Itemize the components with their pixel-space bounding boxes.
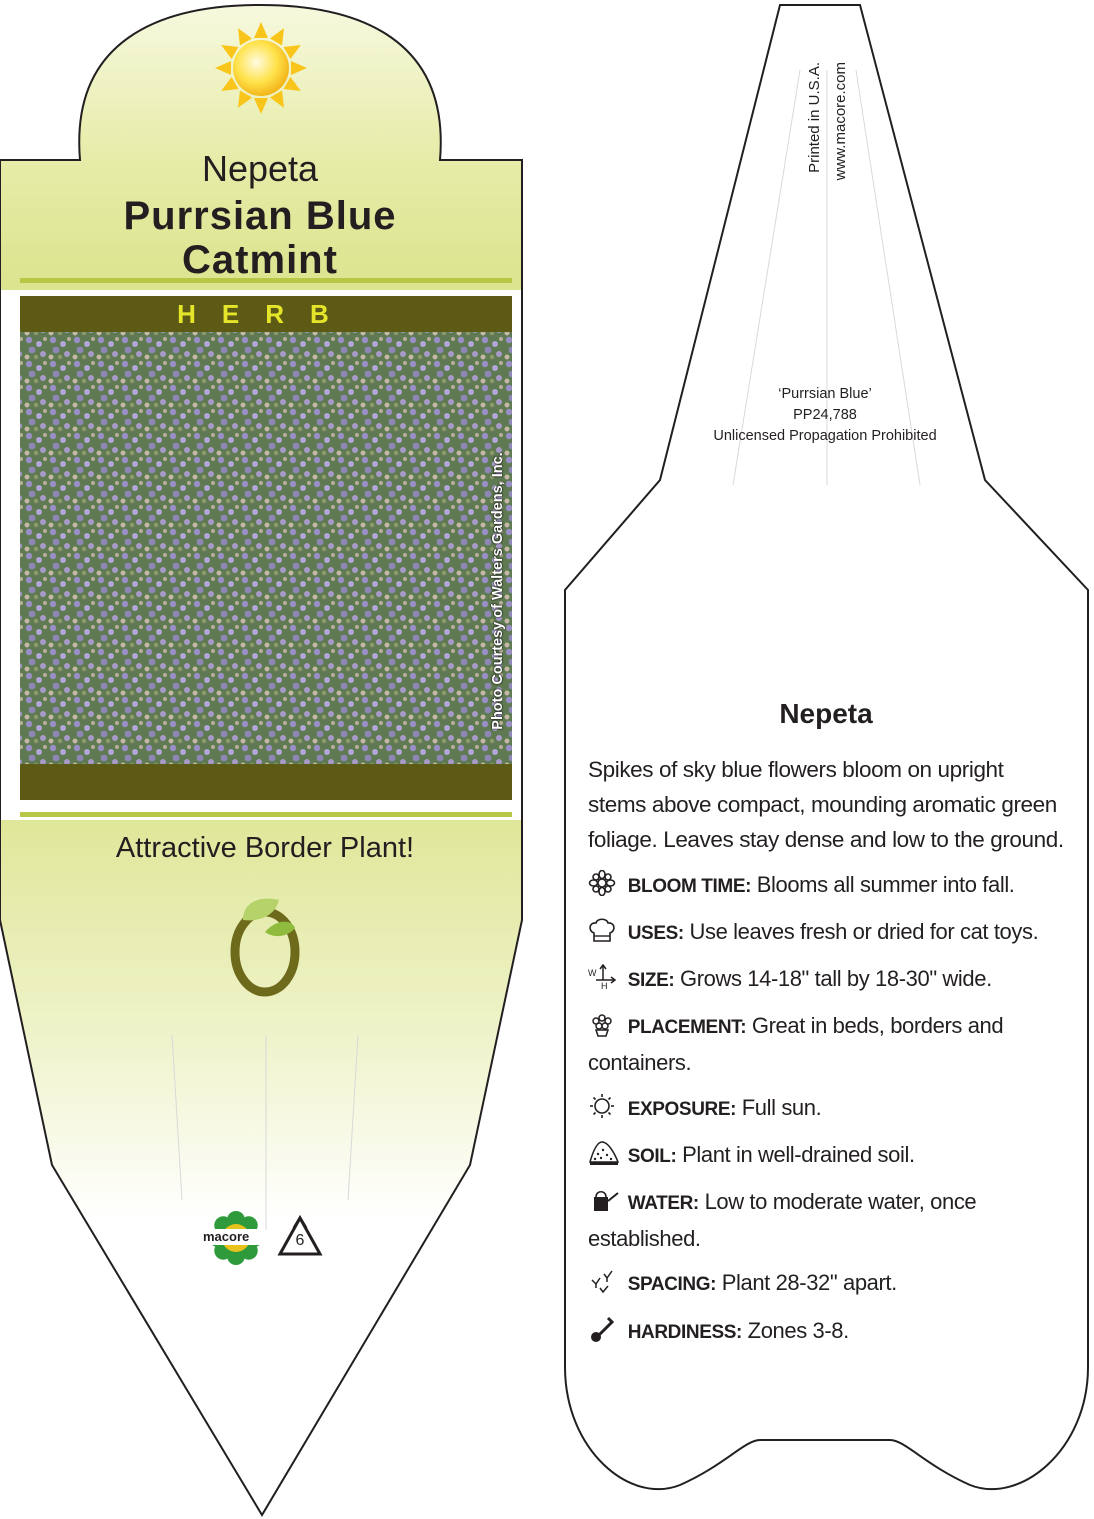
attr-label: SIZE: bbox=[627, 970, 675, 991]
attr-value: Full sun. bbox=[741, 1095, 822, 1120]
variety-name: ‘Purrsian Blue’ bbox=[778, 386, 872, 402]
category-label: HERB bbox=[177, 299, 355, 329]
genus-name: Nepeta bbox=[201, 148, 319, 189]
attribute-spacing bbox=[588, 1265, 1058, 1302]
attribute-placement bbox=[588, 1008, 1058, 1080]
website: www.macore.com bbox=[832, 62, 849, 181]
attribute-uses bbox=[588, 914, 1058, 951]
printed-in: Printed in U.S.A. bbox=[806, 62, 823, 173]
attribute-size bbox=[588, 961, 1058, 998]
propagation-notice: Unlicensed Propagation Prohibited bbox=[713, 428, 937, 444]
printing-info bbox=[800, 62, 856, 230]
attr-label: PLACEMENT: bbox=[627, 1017, 747, 1038]
brand-label: macore bbox=[203, 1229, 250, 1244]
soil-icon bbox=[588, 1140, 622, 1166]
size-arrows-icon bbox=[588, 964, 622, 990]
flower-pot-icon bbox=[588, 1011, 622, 1037]
patent-number: PP24,788 bbox=[793, 407, 857, 423]
attr-label: HARDINESS: bbox=[627, 1322, 742, 1343]
variety-info bbox=[640, 384, 1010, 447]
common-name-line1: Purrsian Blue bbox=[123, 194, 397, 238]
sun-icon bbox=[588, 1093, 622, 1119]
svg-text:H: H bbox=[601, 981, 608, 990]
attr-value: Zones 3-8. bbox=[747, 1318, 849, 1343]
attribute-bloom-time bbox=[588, 867, 1058, 904]
attr-value: Great in beds, borders and containers. bbox=[588, 1013, 1004, 1075]
plant-description: Spikes of sky blue flowers bloom on upright stems above compact, mounding aromatic green foliage. Leaves stay dense and low to the ground. bbox=[588, 757, 1064, 852]
attr-label: USES: bbox=[627, 923, 684, 944]
attr-value: Grows 14-18" tall by 18-30" wide. bbox=[680, 966, 992, 991]
spacing-icon bbox=[588, 1268, 622, 1294]
common-name-line2: Catmint bbox=[182, 238, 338, 282]
attr-value: Use leaves fresh or dried for cat toys. bbox=[689, 919, 1039, 944]
attribute-water bbox=[588, 1184, 1058, 1256]
attribute-soil bbox=[588, 1137, 1058, 1174]
back-title: Nepeta bbox=[779, 698, 873, 729]
photo-credit: Photo Courtesy of Walters Gardens, Inc. bbox=[490, 452, 506, 730]
attr-label: BLOOM TIME: bbox=[627, 876, 752, 897]
svg-text:W: W bbox=[588, 968, 597, 978]
attr-value: Plant in well-drained soil. bbox=[682, 1142, 915, 1167]
attr-value: Blooms all summer into fall. bbox=[756, 872, 1015, 897]
attribute-exposure bbox=[588, 1090, 1058, 1127]
attr-value: Plant 28-32" apart. bbox=[721, 1270, 897, 1295]
attr-label: SOIL: bbox=[627, 1146, 677, 1167]
attribute-hardiness bbox=[588, 1313, 1058, 1350]
attr-label: SPACING: bbox=[627, 1274, 717, 1295]
chef-hat-icon bbox=[588, 917, 622, 943]
tagline: Attractive Border Plant! bbox=[115, 832, 415, 864]
thermometer-icon bbox=[588, 1316, 622, 1342]
watering-can-icon bbox=[588, 1187, 622, 1213]
attr-value: Low to moderate water, once established. bbox=[588, 1189, 977, 1251]
flower-icon bbox=[588, 870, 622, 896]
recycle-code: 6 bbox=[295, 1232, 305, 1249]
attr-label: WATER: bbox=[627, 1193, 699, 1214]
attr-label: EXPOSURE: bbox=[627, 1099, 737, 1120]
